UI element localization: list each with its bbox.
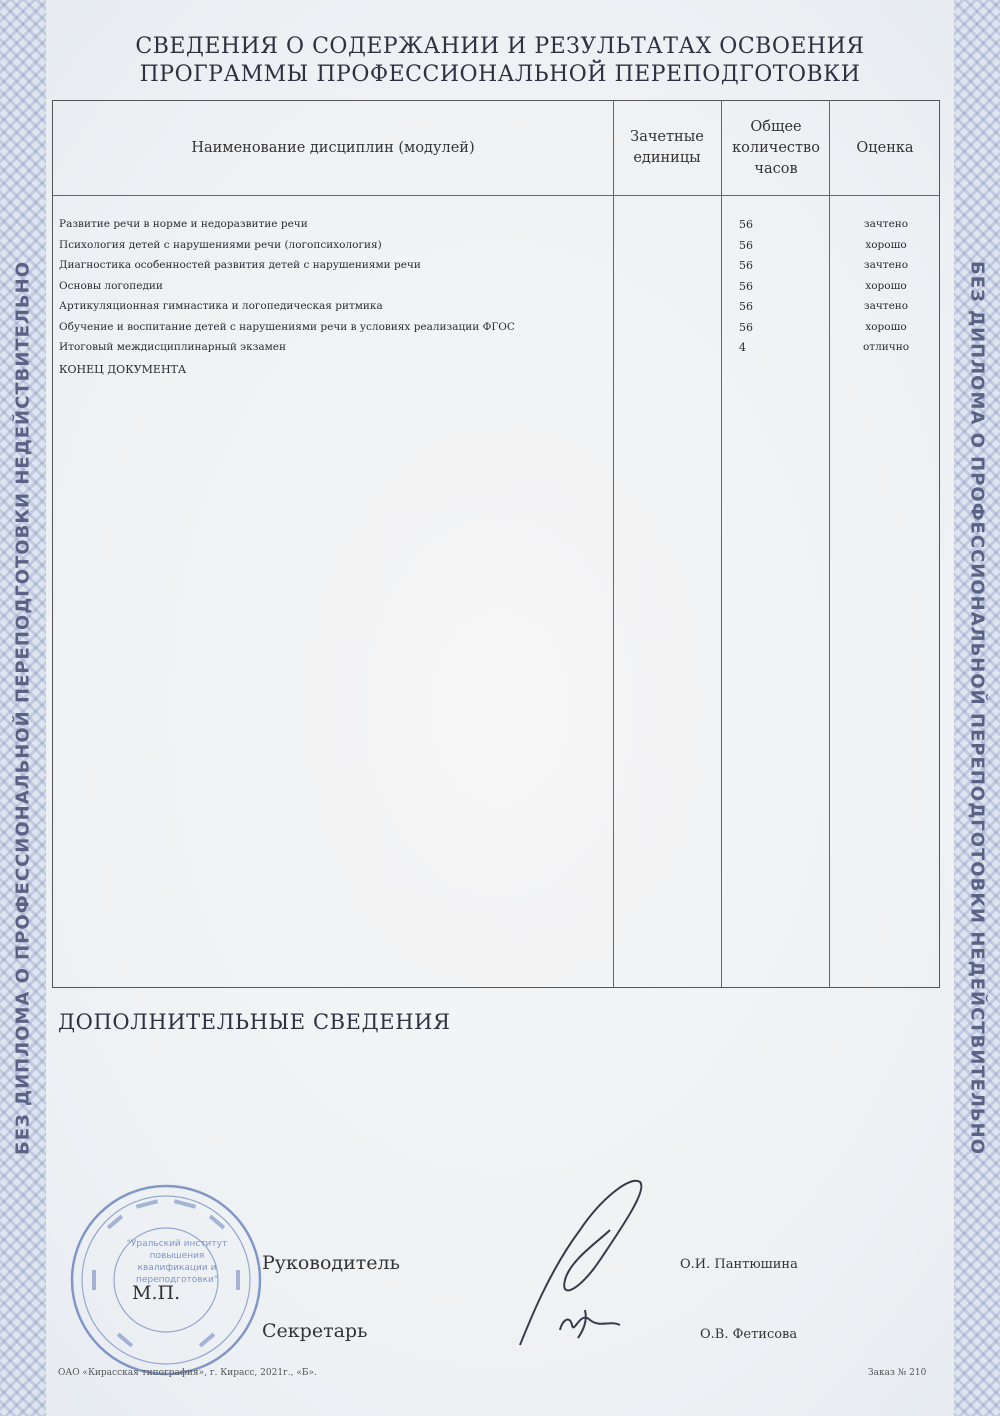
table-row bbox=[53, 338, 941, 359]
discipline-grade: зачтено bbox=[863, 218, 909, 230]
table-row bbox=[53, 318, 941, 339]
discipline-grade: хорошо bbox=[865, 279, 907, 292]
secretary-label: Секретарь bbox=[262, 1320, 368, 1342]
discipline-grade: зачтено bbox=[863, 300, 909, 312]
discipline-name: Развитие речи в норме и недоразвитие речи bbox=[59, 218, 308, 230]
discipline-grade: отлично bbox=[862, 341, 910, 353]
table-row bbox=[53, 256, 941, 277]
header-divider bbox=[53, 195, 939, 196]
director-label: Руководитель bbox=[262, 1252, 400, 1274]
table-body bbox=[53, 215, 941, 359]
header-hours: Общее количество часов bbox=[732, 118, 820, 177]
table-row bbox=[53, 297, 941, 318]
discipline-name: Обучение и воспитание детей с нарушениями речи в условиях реализации ФГОС bbox=[59, 320, 515, 333]
left-border-text: БЕЗ ДИПЛОМА О ПРОФЕССИОНАЛЬНОЙ ПЕРЕПОДГОТОВКИ НЕДЕЙСТВИТЕЛЬНО bbox=[12, 260, 34, 1156]
additional-info-title: ДОПОЛНИТЕЛЬНЫЕ СВЕДЕНИЯ bbox=[58, 1010, 451, 1034]
discipline-name: Психология детей с нарушениями речи (логопсихология) bbox=[59, 238, 382, 251]
table-row bbox=[53, 215, 941, 236]
document-title-line1: СВЕДЕНИЯ О СОДЕРЖАНИИ И РЕЗУЛЬТАТАХ ОСВОЕНИЯ bbox=[135, 34, 865, 59]
discipline-name: Основы логопедии bbox=[59, 279, 163, 292]
secretary-name: О.В. Фетисова bbox=[700, 1327, 798, 1342]
stamp-place-label: М.П. bbox=[132, 1282, 181, 1304]
stamp-text: "Уральский институт повышения квалификации и переподготовки" bbox=[126, 1239, 228, 1285]
printer-info: ОАО «Кирасская типография», г. Кирасс, 2021г., «Б». bbox=[58, 1368, 317, 1378]
discipline-name: Артикуляционная гимнастика и логопедическая ритмика bbox=[59, 300, 383, 312]
discipline-hours: 56 bbox=[739, 259, 753, 272]
right-security-border bbox=[954, 0, 1000, 1416]
discipline-hours: 56 bbox=[739, 300, 753, 313]
discipline-name: Диагностика особенностей развития детей с нарушениями речи bbox=[59, 259, 421, 271]
table-row bbox=[53, 236, 941, 257]
discipline-grade: хорошо bbox=[865, 320, 907, 333]
header-credits: Зачетные единицы bbox=[630, 129, 704, 166]
handwritten-signatures bbox=[490, 1170, 690, 1370]
discipline-hours: 56 bbox=[739, 279, 753, 293]
discipline-grade: зачтено bbox=[863, 259, 909, 271]
right-border-text: БЕЗ ДИПЛОМА О ПРОФЕССИОНАЛЬНОЙ ПЕРЕПОДГОТОВКИ НЕДЕЙСТВИТЕЛЬНО bbox=[966, 260, 988, 1156]
discipline-hours: 56 bbox=[739, 218, 753, 231]
header-grade: Оценка bbox=[856, 139, 914, 156]
document-title-line2: ПРОГРАММЫ ПРОФЕССИОНАЛЬНОЙ ПЕРЕПОДГОТОВКИ bbox=[139, 62, 861, 87]
end-of-document-mark: КОНЕЦ ДОКУМЕНТА bbox=[59, 363, 187, 376]
discipline-name: Итоговый междисциплинарный экзамен bbox=[59, 341, 286, 353]
director-name: О.И. Пантюшина bbox=[680, 1257, 798, 1272]
discipline-grade: хорошо bbox=[865, 238, 907, 251]
table-row bbox=[53, 277, 941, 298]
left-security-border bbox=[0, 0, 46, 1416]
discipline-hours: 4 bbox=[739, 341, 746, 354]
discipline-hours: 56 bbox=[739, 238, 753, 252]
discipline-hours: 56 bbox=[739, 320, 753, 334]
header-name: Наименование дисциплин (модулей) bbox=[191, 139, 475, 156]
disciplines-table bbox=[52, 100, 940, 988]
order-number: Заказ № 210 bbox=[868, 1368, 927, 1378]
